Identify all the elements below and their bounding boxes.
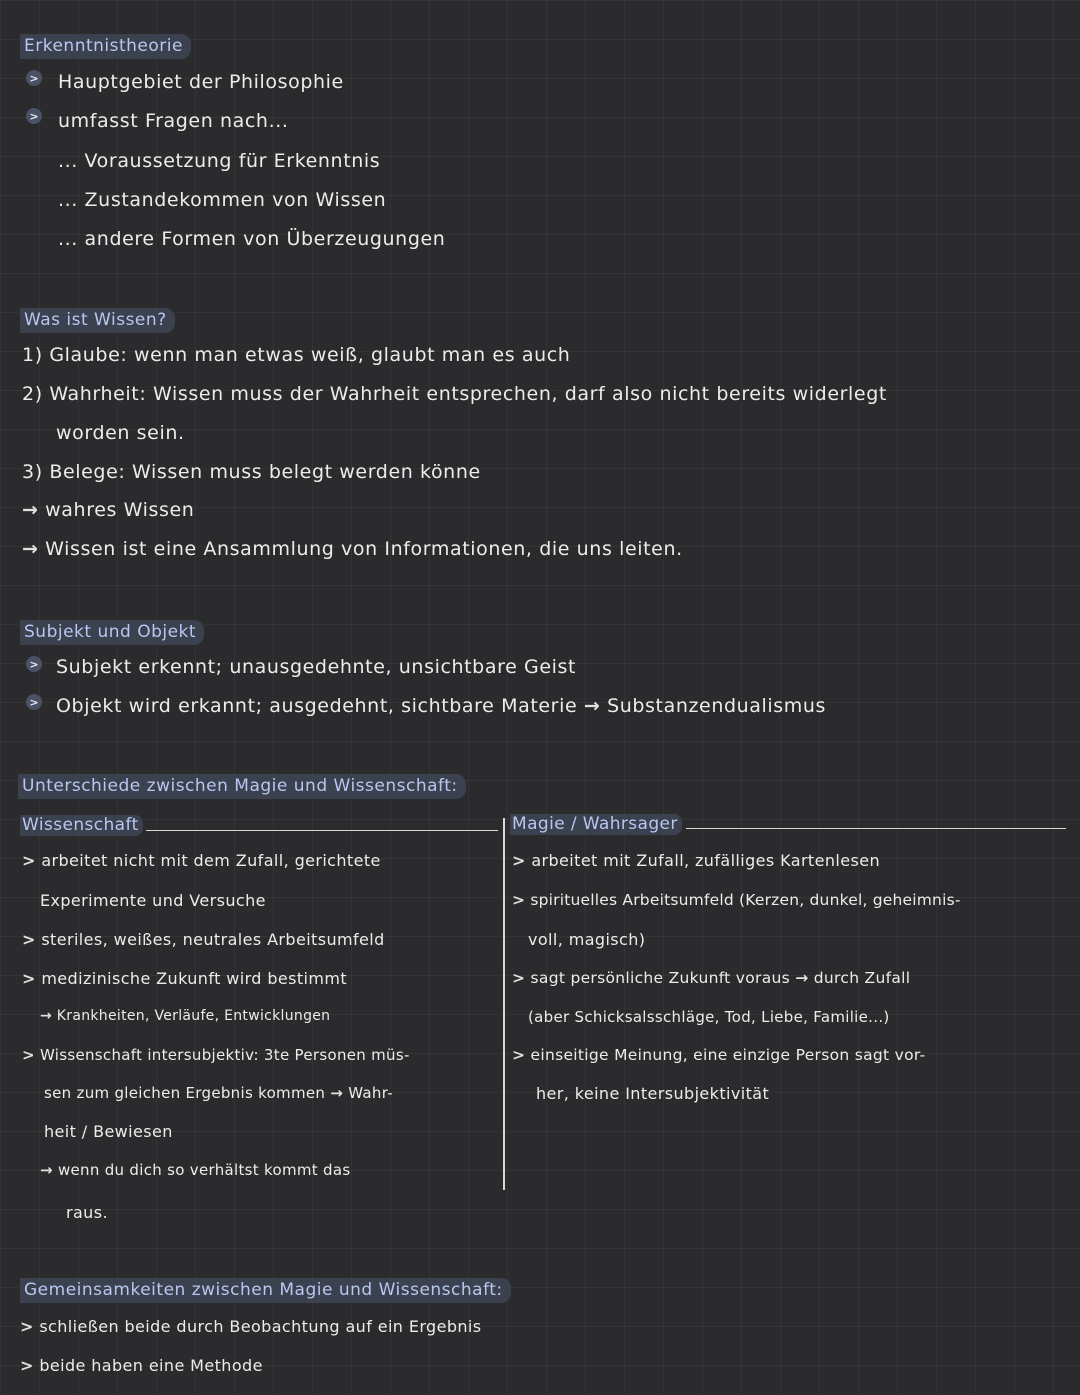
list-item: 2) Wahrheit: Wissen muss der Wahrheit entsprechen, darf also nicht bereits widerlegt	[22, 383, 887, 405]
comparison-text: spirituelles Arbeitsumfeld (Kerzen, dunkel, geheimnis-	[530, 891, 961, 909]
comparison-item	[22, 930, 385, 949]
section-heading-was-ist-wissen: Was ist Wissen?	[20, 308, 175, 333]
right-arrow-icon: →	[795, 969, 809, 987]
chevron-right-icon: >	[22, 969, 36, 988]
comparison-text: sen zum gleichen Ergebnis kommen	[44, 1084, 326, 1102]
arrow-item-text: wahres Wissen	[45, 499, 195, 521]
bullet-text-part: Objekt wird erkannt; ausgedehnt, sichtbare Materie	[56, 695, 578, 717]
comparison-item	[22, 1046, 410, 1064]
comparison-continuation: voll, magisch)	[528, 930, 646, 949]
divider	[686, 828, 1066, 829]
comparison-continuation	[40, 1008, 330, 1024]
arrow-item	[22, 499, 194, 521]
comparison-item	[512, 1046, 925, 1064]
chevron-right-icon: >	[512, 891, 526, 909]
sub-item: ... Voraussetzung für Erkenntnis	[58, 150, 381, 172]
chevron-right-icon: >	[20, 1317, 34, 1336]
right-arrow-icon: →	[583, 695, 601, 717]
chevron-right-icon: >	[22, 930, 36, 949]
comparison-item	[512, 969, 910, 987]
list-item: 3) Belege: Wissen muss belegt werden könne	[22, 461, 481, 483]
comparison-text: sagt persönliche Zukunft voraus	[530, 969, 791, 987]
comparison-item	[22, 851, 381, 870]
common-text: beide haben eine Methode	[39, 1356, 263, 1375]
arrow-item-text: Wissen ist eine Ansammlung von Informationen, die uns leiten.	[45, 538, 683, 560]
section-heading-unterschiede: Unterschiede zwischen Magie und Wissenschaft:	[18, 774, 466, 799]
arrow-item	[22, 538, 683, 560]
chevron-right-circle-icon: >	[26, 656, 42, 672]
column-heading-magie: Magie / Wahrsager	[510, 814, 682, 835]
comparison-text: arbeitet nicht mit dem Zufall, gerichtete	[41, 851, 381, 870]
comparison-continuation	[44, 1084, 393, 1102]
chevron-right-icon: >	[22, 1046, 35, 1064]
comparison-continuation: her, keine Intersubjektivität	[536, 1084, 770, 1103]
section-heading-erkenntnistheorie: Erkenntnistheorie	[20, 34, 191, 59]
chevron-right-icon: >	[512, 1046, 526, 1064]
list-item: 1) Glaube: wenn man etwas weiß, glaubt man es auch	[22, 344, 571, 366]
comparison-item	[512, 851, 880, 870]
comparison-text: einseitige Meinung, eine einzige Person sagt vor-	[530, 1046, 926, 1064]
right-arrow-icon: →	[40, 1008, 53, 1024]
right-arrow-icon: →	[40, 1161, 53, 1179]
section-heading-subjekt-objekt: Subjekt und Objekt	[20, 620, 204, 645]
right-arrow-icon: →	[22, 499, 39, 521]
common-item	[20, 1317, 482, 1336]
comparison-text: arbeitet mit Zufall, zufälliges Kartenlesen	[531, 851, 881, 870]
chevron-right-circle-icon: >	[26, 70, 42, 86]
divider	[146, 830, 498, 831]
comparison-text: durch Zufall	[813, 969, 911, 987]
chevron-right-circle-icon: >	[26, 108, 42, 124]
comparison-text: medizinische Zukunft wird bestimmt	[41, 969, 348, 988]
comparison-continuation: Experimente und Versuche	[40, 891, 266, 910]
common-text: schließen beide durch Beobachtung auf ein Ergebnis	[39, 1317, 482, 1336]
common-item	[20, 1356, 263, 1375]
chevron-right-circle-icon: >	[26, 694, 42, 710]
comparison-continuation: raus.	[66, 1203, 108, 1222]
list-item-continuation: worden sein.	[56, 422, 185, 444]
comparison-text: Wissenschaft intersubjektiv: 3te Personen müs-	[39, 1046, 410, 1064]
comparison-text: Krankheiten, Verläufe, Entwicklungen	[56, 1008, 331, 1024]
right-arrow-icon: →	[330, 1084, 344, 1102]
bullet-text: Hauptgebiet der Philosophie	[58, 71, 344, 93]
chevron-right-icon: >	[20, 1356, 34, 1375]
comparison-continuation: (aber Schicksalsschläge, Tod, Liebe, Familie...)	[528, 1008, 890, 1026]
chevron-right-icon: >	[22, 851, 36, 870]
comparison-continuation: heit / Bewiesen	[44, 1122, 173, 1141]
comparison-item	[512, 891, 961, 909]
bullet-text-part: Substanzendualismus	[607, 695, 827, 717]
right-arrow-icon: →	[22, 538, 39, 560]
column-heading-wissenschaft: Wissenschaft	[20, 815, 143, 836]
bullet-text: Subjekt erkennt; unausgedehnte, unsichtbare Geist	[56, 656, 577, 678]
comparison-text: Wahr-	[348, 1084, 393, 1102]
bullet-text	[56, 695, 826, 717]
sub-item: ... Zustandekommen von Wissen	[58, 189, 387, 211]
comparison-text: wenn du dich so verhältst kommt das	[57, 1161, 351, 1179]
chevron-right-icon: >	[512, 851, 526, 870]
comparison-item	[22, 969, 347, 988]
comparison-sub-item	[40, 1161, 350, 1179]
chevron-right-icon: >	[512, 969, 526, 987]
bullet-text: umfasst Fragen nach...	[58, 110, 289, 132]
column-divider	[503, 818, 505, 1190]
comparison-text: steriles, weißes, neutrales Arbeitsumfeld	[41, 930, 385, 949]
section-heading-gemeinsamkeiten: Gemeinsamkeiten zwischen Magie und Wissenschaft:	[20, 1278, 511, 1303]
sub-item: ... andere Formen von Überzeugungen	[58, 228, 446, 250]
